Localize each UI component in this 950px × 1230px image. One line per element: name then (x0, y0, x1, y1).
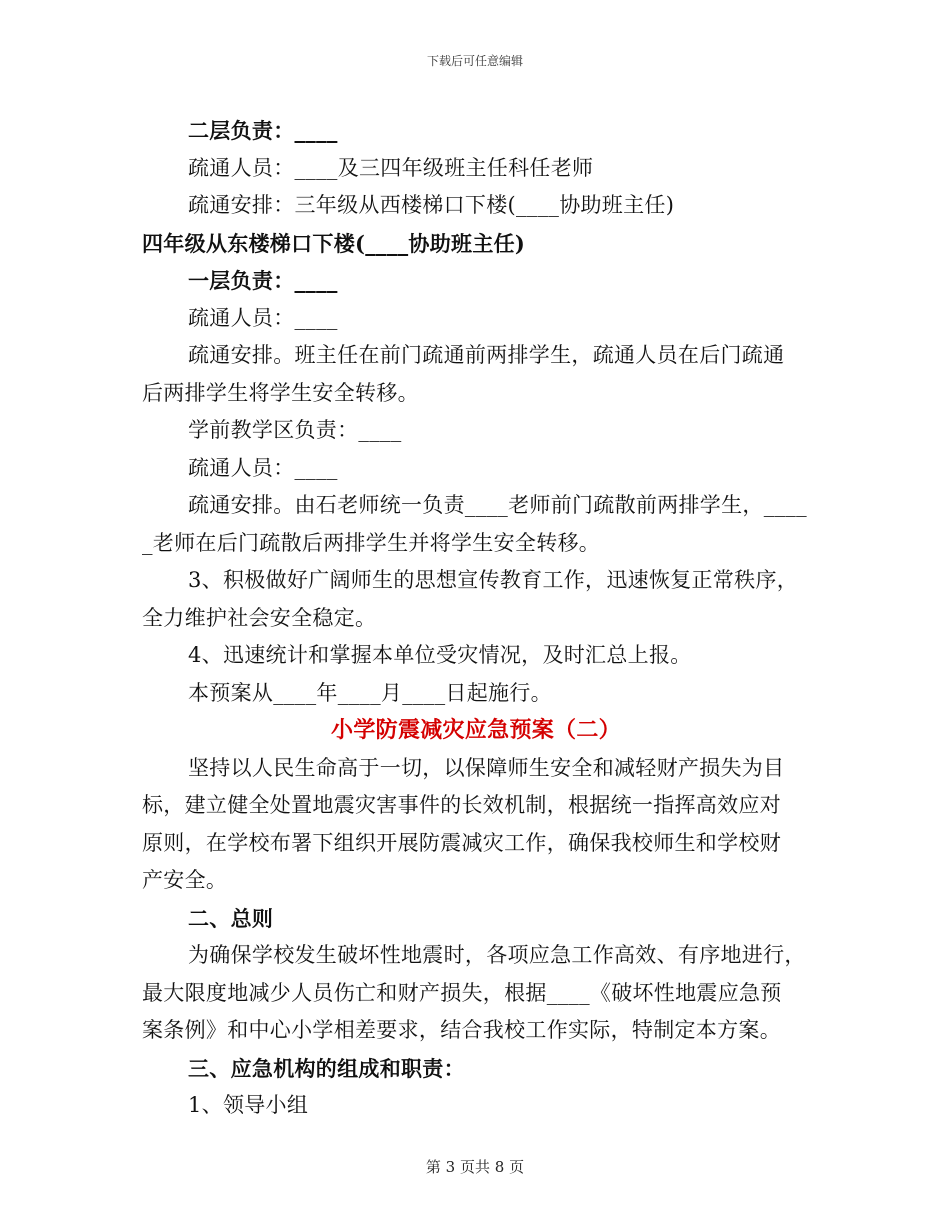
general-line-2: 最大限度地减少人员伤亡和财产损失，根据____《破坏性地震应急预 (142, 980, 782, 1005)
preschool-arrangement-2: _老师在后门疏散后两排学生并将学生安全转移。 (142, 530, 601, 555)
floor1-responsible: 一层负责：____ (188, 268, 338, 293)
preschool-staff: 疏通人员：____ (188, 455, 338, 480)
section-title: 小学防震减灾应急预案（二） (331, 717, 621, 743)
page-header: 下载后可任意编辑 (426, 54, 523, 68)
effective-date: 本预案从____年____月____日起施行。 (188, 680, 552, 705)
item-3-line-2: 全力维护社会安全稳定。 (142, 605, 377, 630)
leadership-group: 1、领导小组 (188, 1093, 309, 1117)
intro-line-1: 坚持以人民生命高于一切，以保障师生安全和减轻财产损失为目 (188, 755, 785, 780)
item-4: 4、迅速统计和掌握本单位受灾情况，及时汇总上报。 (188, 643, 692, 667)
item-3-line-1: 3、积极做好广阔师生的思想宣传教育工作，迅速恢复正常秩序， (188, 568, 799, 592)
floor1-arrangement-2: 后两排学生将学生安全转移。 (142, 380, 419, 405)
floor2-responsible: 二层负责：____ (188, 118, 338, 143)
document-body (142, 112, 810, 1125)
preschool-arrangement-1: 疏通安排。由石老师统一负责____老师前门疏散前两排学生，____ (188, 493, 807, 517)
floor2-staff: 疏通人员：____及三四年级班主任科任老师 (188, 155, 594, 180)
intro-line-2: 标，建立健全处置地震灾害事件的长效机制，根据统一指挥高效应对 (142, 793, 781, 817)
preschool-responsible: 学前教学区负责：____ (188, 418, 402, 442)
floor2-arrangement: 疏通安排：三年级从西楼梯口下楼(____协助班主任) (188, 193, 675, 217)
general-line-1: 为确保学校发生破坏性地震时，各项应急工作高效、有序地进行， (188, 943, 806, 967)
floor1-arrangement-1: 疏通安排。班主任在前门疏通前两排学生，疏通人员在后门疏通 (188, 343, 785, 367)
intro-line-4: 产安全。 (142, 868, 228, 892)
general-line-3: 案条例》和中心小学相差要求，结合我校工作实际，特制定本方案。 (142, 1018, 781, 1042)
intro-line-3: 原则，在学校布署下组织开展防震减灾工作，确保我校师生和学校财 (142, 830, 781, 855)
floor1-staff: 疏通人员：____ (188, 305, 338, 330)
heading-general: 二、总则 (188, 905, 274, 931)
grade4-arrangement: 四年级从东楼梯口下楼(____协助班主任) (142, 230, 526, 256)
heading-organization: 三、应急机构的组成和职责： (188, 1055, 465, 1081)
page-footer: 第 3 页共 8 页 (425, 1158, 525, 1176)
